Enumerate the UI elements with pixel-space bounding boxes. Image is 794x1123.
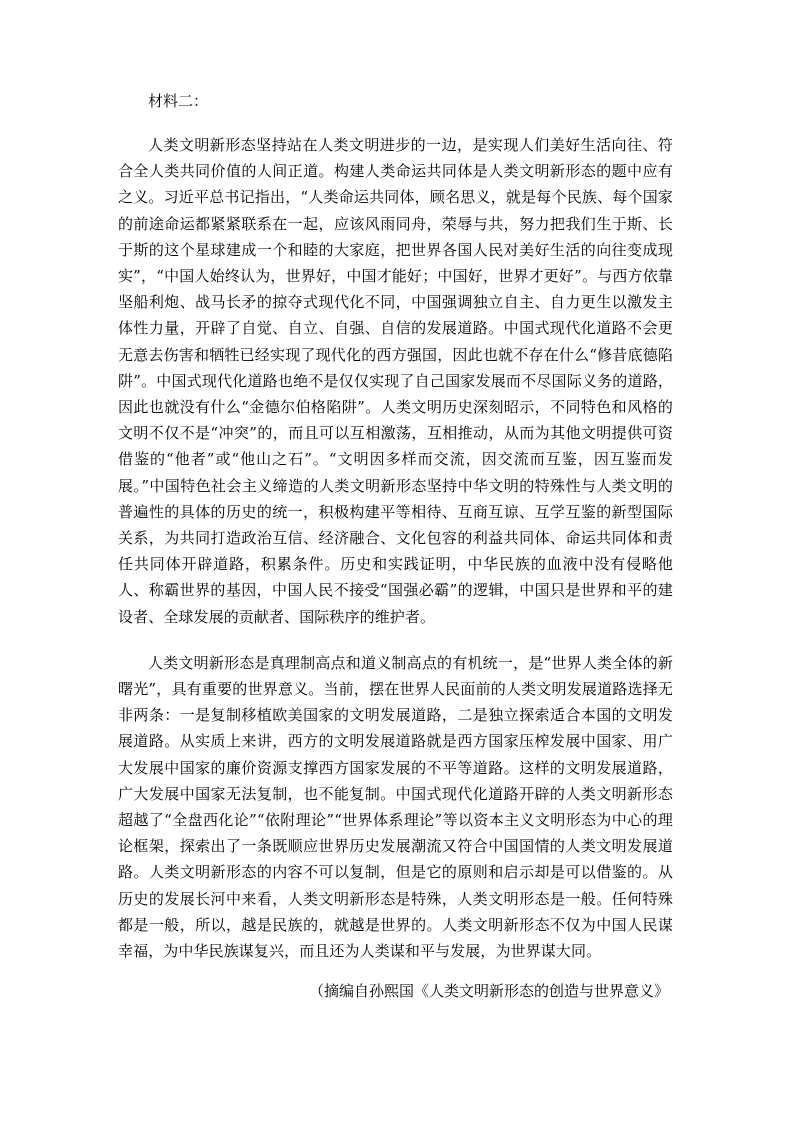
paragraph-1: 人类文明新形态坚持站在人类文明进步的一边，是实现人们美好生活向往、符合全人类共同价值的人间正道。构建人类命运共同体是人类文明新形态的题中应有之义。习近平总书记指出，“人类命运共同体，顾名思义，就是每个民族、每个国家的前途命运都紧紧联系在一起，应该风雨同舟，荣辱与共，努力把我们生于斯、长于斯的这个星球建成一个和睦的大家庭，把世界各国人民对美好生活的向往变成现实”，“中国人始终认为，世界好，中国才能好；中国好，世界才更好”。与西方依靠坚船利炮、战马长矛的掠夺式现代化不同，中国强调独立自主、自力更生以激发主体性力量，开辟了自觉、自立、自强、自信的发展道路。中国式现代化道路不会更无意去伤害和牺牲已经实现了现代化的西方强国，因此也就不存在什么“修昔底德陷阱”。中国式现代化道路也绝不是仅仅实现了自己国家发展而不尽国际义务的道路，因此也就没有什么“金德尔伯格陷阱”。人类文明历史深刻昭示，不同特色和风格的文明不仅不是“冲突”的，而且可以互相激荡，互相推动，从而为其他文明提供可资借鉴的“他者”或“他山之石”。“文明因多样而交流，因交流而互鉴，因互鉴而发展。”中国特色社会主义缔造的人类文明新形态坚持中华文明的特殊性与人类文明的普遍性的具体的历史的统一，积极构建平等相待、互商互谅、互学互鉴的新型国际关系，为共同打造政治互信、经济融合、文化包容的利益共同体、命运共同体和责任共同体开辟道路，积累条件。历史和实践证明，中华民族的血液中没有侵略他人、称霸世界的基因，中国人民不接受“国强必霸”的逻辑，中国只是世界和平的建设者、全球发展的贡献者、国际秩序的维护者。 <box>118 136 673 626</box>
source-citation: （摘编自孙熙国《人类文明新形态的创造与世界意义》 <box>308 982 669 1001</box>
material-heading: 材料二： <box>148 92 209 110</box>
paragraph-2: 人类文明新形态是真理制高点和道义制高点的有机统一，是“世界人类全体的新曙光”，具有重要的世界意义。当前，摆在世界人民面前的人类文明发展道路选择无非两条：一是复制移植欧美国家的文明发展道路，二是独立探索适合本国的文明发展道路。从实质上来讲，西方的文明发展道路就是西方国家压榨发展中国家、用广大发展中国家的廉价资源支撑西方国家发展的不平等道路。这样的文明发展道路，广大发展中国家无法复制，也不能复制。中国式现代化道路开辟的人类文明新形态超越了“全盘西化论”“依附理论”“世界体系理论”等以资本主义文明形态为中心的理论框架，探索出了一条既顺应世界历史发展潮流又符合中国国情的人类文明发展道路。人类文明新形态的内容不可以复制，但是它的原则和启示却是可以借鉴的。从历史的发展长河中来看，人类文明新形态是特殊，人类文明形态是一般。任何特殊都是一般，所以，越是民族的，就越是世界的。人类文明新形态不仅为中国人民谋幸福，为中华民族谋复兴，而且还为人类谋和平与发展，为世界谋大同。 <box>118 653 673 961</box>
text-body <box>118 88 673 1004</box>
